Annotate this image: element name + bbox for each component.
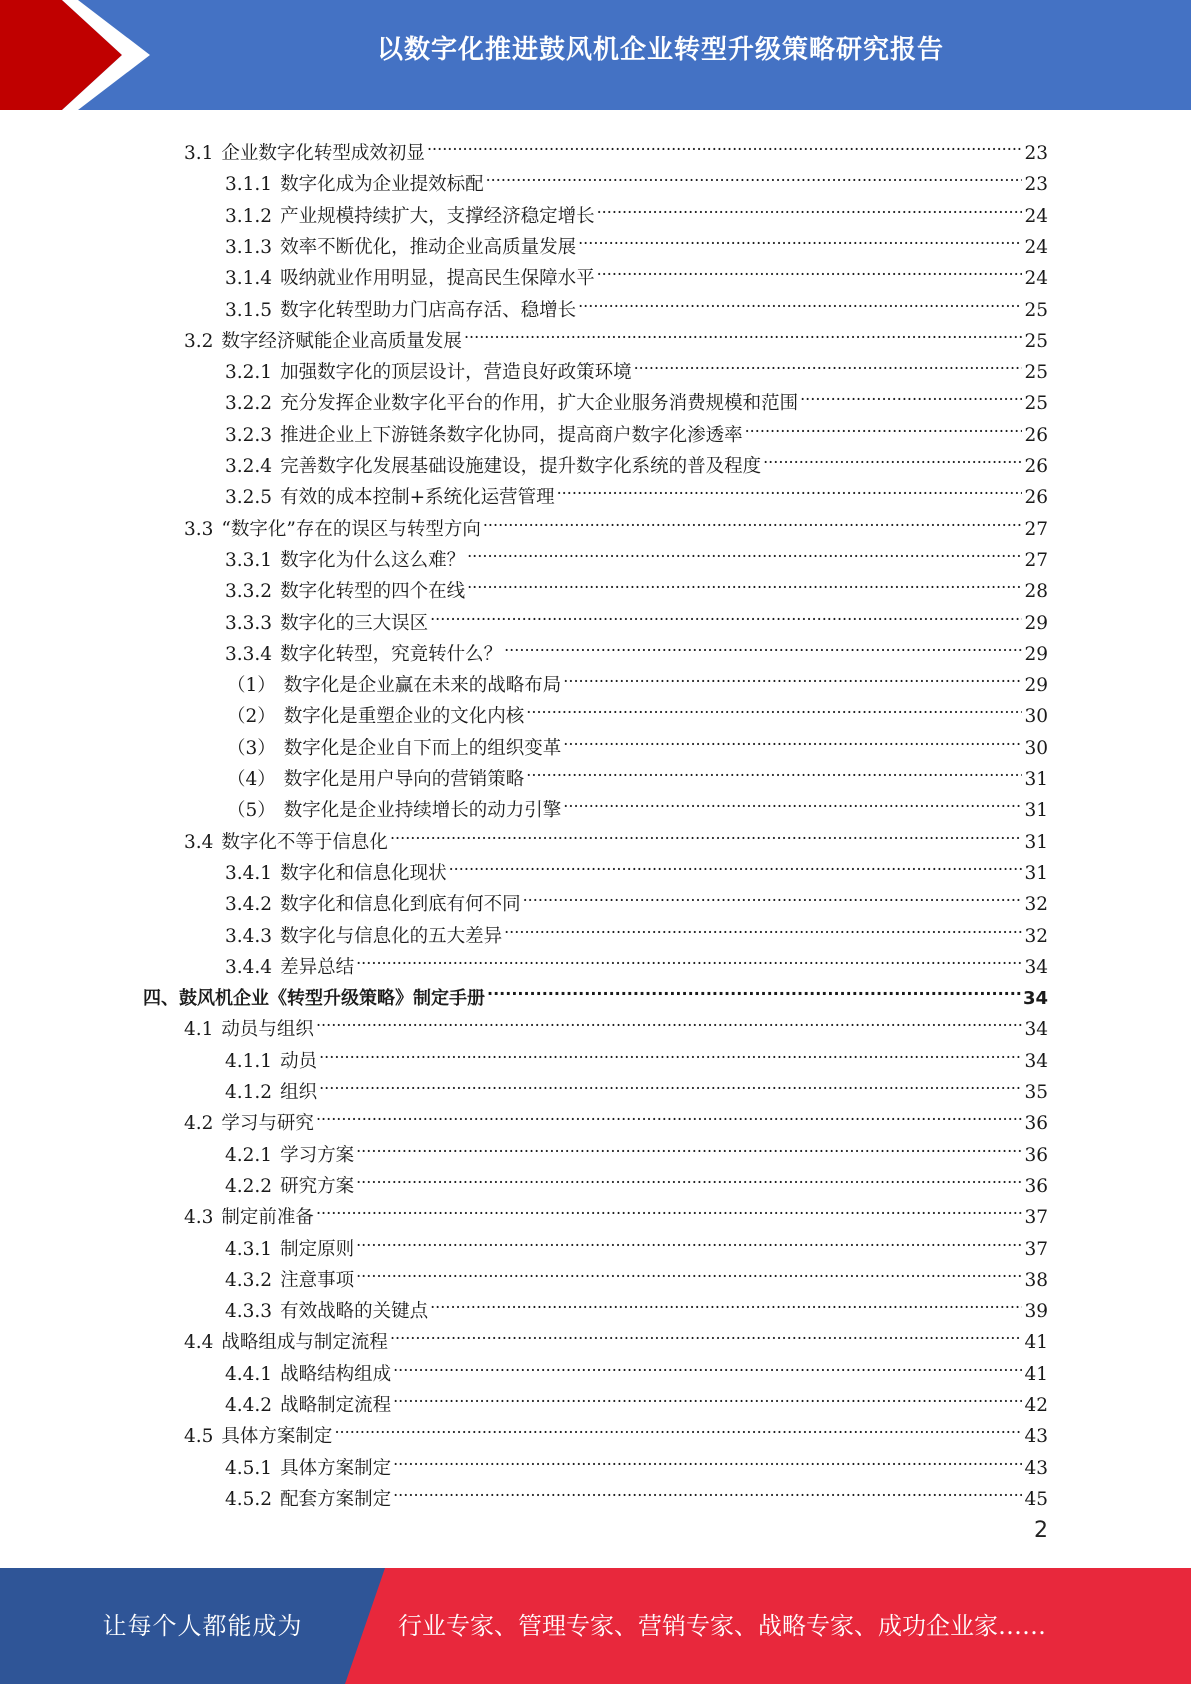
toc-dot-leader	[334, 1411, 1022, 1442]
toc-entry[interactable]	[225, 1067, 1048, 1103]
toc-entry[interactable]	[227, 754, 1048, 790]
toc-dot-leader	[526, 691, 1022, 722]
toc-entry-number: 3.1.3	[225, 236, 273, 258]
toc-entry-number: 4.4.2	[225, 1395, 273, 1416]
toc-dot-leader	[356, 1255, 1022, 1286]
toc-dot-leader	[430, 598, 1022, 629]
toc-dot-leader	[449, 848, 1023, 879]
toc-entry-number: 4.1	[184, 1019, 214, 1041]
toc-entry-title: 动员与组织	[221, 1019, 314, 1041]
toc-entry-number: 3.2.1	[225, 362, 273, 384]
toc-entry[interactable]	[227, 785, 1048, 822]
toc-entry[interactable]	[227, 723, 1048, 759]
toc-entry-number: 4.4.1	[225, 1363, 273, 1385]
toc-dot-leader	[634, 347, 1023, 378]
toc-entry-title: 学习与研究	[221, 1113, 314, 1135]
toc-entry[interactable]	[225, 629, 1048, 665]
toc-entry-title: 战略结构组成	[280, 1363, 392, 1385]
toc-entry-number: 3.2.2	[225, 393, 273, 415]
toc-entry-title: 战略组成与制定流程	[221, 1332, 388, 1354]
toc-entry-title: 数字化为什么这么难？	[280, 549, 466, 571]
toc-dot-leader	[486, 159, 1023, 190]
toc-entry-number: 3.1.4	[225, 268, 273, 290]
toc-entry-title: 数字化转型，究竟转什么？	[280, 643, 503, 665]
toc-entry-number: 4.3.2	[225, 1269, 273, 1291]
toc-entry[interactable]	[184, 1192, 1048, 1229]
footer-slogan-left: 让每个人都能成为	[102, 1612, 303, 1640]
toc-entry-page: 23	[1024, 143, 1048, 164]
toc-entry-title: 学习方案	[280, 1144, 355, 1166]
toc-entry-page: 43	[1024, 1426, 1048, 1448]
toc-chapter-entry[interactable]	[143, 973, 1048, 1010]
toc-entry-title: 数字化与信息化的五大差异	[280, 925, 503, 947]
toc-dot-leader	[319, 1036, 1022, 1067]
page-header	[0, 0, 1191, 110]
toc-entry-title: 组织	[280, 1082, 318, 1103]
toc-entry-title: 有效战略的关键点	[280, 1301, 429, 1323]
toc-entry-title: 推进企业上下游链条数字化协同，提高商户数字化渗透率	[280, 424, 743, 446]
toc-entry-title: 数字化是企业持续增长的动力引擎	[283, 800, 562, 822]
toc-entry[interactable]	[225, 942, 1048, 978]
toc-entry[interactable]	[225, 347, 1048, 384]
toc-dot-leader	[483, 504, 1023, 535]
toc-dot-leader	[800, 378, 1022, 409]
toc-entry-number: 3.2.3	[225, 424, 273, 446]
toc-entry[interactable]	[225, 191, 1048, 227]
toc-entry-title: 有效的成本控制+系统化运营管理	[280, 487, 555, 509]
toc-entry-title: 数字化转型的四个在线	[280, 581, 466, 603]
toc-entry-number: 3.3.3	[225, 612, 273, 634]
toc-entry-page: 25	[1024, 393, 1048, 415]
toc-dot-leader	[356, 942, 1022, 973]
toc-entry-title: 数字化成为企业提效标配	[280, 174, 484, 196]
toc-entry-page: 24	[1024, 205, 1048, 227]
toc-entry-title: 吸纳就业作用明显，提高民生保障水平	[280, 268, 595, 290]
toc-dot-leader	[563, 785, 1022, 816]
toc-entry[interactable]	[225, 410, 1048, 446]
toc-entry-number: 3.4.3	[225, 925, 273, 947]
toc-entry-page: 45	[1024, 1488, 1048, 1510]
toc-entry-page: 30	[1024, 737, 1048, 759]
toc-entry-number: 3.2.4	[225, 456, 273, 477]
toc-dot-leader	[526, 754, 1022, 785]
toc-entry-title: 注意事项	[280, 1269, 355, 1291]
toc-dot-leader	[393, 1474, 1022, 1505]
toc-dot-leader	[597, 253, 1023, 284]
toc-entry-title: 数字化转型助力门店高存活、稳增长	[280, 299, 577, 321]
toc-entry-title: 数字化和信息化现状	[280, 862, 447, 884]
toc-entry-number: 3.3	[184, 518, 214, 540]
toc-entry[interactable]	[225, 1443, 1048, 1479]
toc-entry-page: 36	[1024, 1175, 1048, 1197]
toc-entry-title: 加强数字化的顶层设计，营造良好政策环境	[280, 362, 632, 384]
toc-entry-title: 企业数字化转型成效初显	[221, 143, 425, 164]
toc-entry-page: 34	[1024, 1019, 1048, 1041]
toc-entry[interactable]	[225, 1224, 1048, 1260]
toc-entry[interactable]	[184, 817, 1048, 853]
toc-entry-page: 25	[1024, 299, 1048, 321]
toc-entry[interactable]	[225, 1161, 1048, 1197]
toc-dot-leader	[430, 1286, 1022, 1317]
toc-entry-title: 充分发挥企业数字化平台的作用，扩大企业服务消费规模和范围	[280, 393, 799, 415]
toc-entry-title: 具体方案制定	[221, 1426, 333, 1448]
toc-dot-leader	[597, 191, 1023, 222]
toc-entry-title: 制定原则	[280, 1238, 355, 1260]
toc-dot-leader	[356, 1161, 1022, 1192]
toc-dot-leader	[763, 441, 1022, 472]
toc-entry-page: 41	[1024, 1363, 1048, 1385]
toc-entry-page: 32	[1024, 925, 1048, 947]
toc-entry[interactable]	[225, 441, 1048, 477]
toc-entry-page: 26	[1024, 487, 1048, 509]
toc-entry[interactable]	[225, 1349, 1048, 1385]
toc-entry[interactable]	[184, 1411, 1048, 1448]
toc-dot-leader	[390, 817, 1023, 848]
toc-entry-page: 29	[1024, 643, 1048, 665]
toc-dot-leader	[467, 566, 1022, 597]
toc-entry[interactable]	[225, 253, 1048, 290]
toc-entry-page: 42	[1024, 1395, 1048, 1416]
toc-entry-number: 4.3	[184, 1207, 214, 1229]
toc-entry[interactable]	[225, 879, 1048, 916]
toc-entry-title: 数字化是企业自下而上的组织变革	[283, 737, 562, 759]
toc-entry-number: 4.5.1	[225, 1457, 273, 1479]
toc-entry[interactable]	[225, 159, 1048, 196]
toc-dot-leader	[464, 316, 1023, 347]
toc-entry[interactable]	[225, 378, 1048, 415]
toc-entry[interactable]	[225, 1474, 1048, 1510]
toc-entry-page: 37	[1024, 1238, 1048, 1260]
toc-entry-number: 4.1.2	[225, 1082, 273, 1103]
toc-entry-page: 43	[1024, 1457, 1048, 1479]
toc-entry-page: 31	[1024, 831, 1048, 853]
page-number: 2	[1034, 1518, 1048, 1543]
toc-entry[interactable]	[184, 1098, 1048, 1135]
toc-entry-page: 31	[1024, 800, 1048, 822]
toc-entry-page: 36	[1024, 1144, 1048, 1166]
toc-entry-title: 数字化的三大误区	[280, 612, 429, 634]
toc-entry-title: 具体方案制定	[280, 1457, 392, 1479]
toc-entry-page: 25	[1024, 330, 1048, 352]
toc-entry[interactable]	[225, 1255, 1048, 1291]
toc-dot-leader	[467, 535, 1022, 566]
toc-entry-number: 3.4	[184, 831, 214, 853]
toc-entry-number: 3.4.4	[225, 956, 273, 978]
toc-entry-title: 四、鼓风机企业《转型升级策略》制定手册	[143, 988, 485, 1010]
toc-entry-number: 4.2.1	[225, 1144, 273, 1166]
toc-entry[interactable]	[225, 911, 1048, 947]
toc-entry[interactable]	[225, 285, 1048, 321]
toc-dot-leader	[393, 1349, 1022, 1380]
toc-entry-page: 24	[1024, 268, 1048, 290]
toc-entry[interactable]	[184, 504, 1048, 540]
toc-entry-title: 战略制定流程	[280, 1395, 392, 1416]
toc-entry[interactable]	[184, 128, 1048, 164]
toc-entry[interactable]	[184, 1317, 1048, 1354]
toc-entry-number: 4.2	[184, 1113, 214, 1135]
toc-dot-leader	[523, 879, 1023, 910]
toc-entry-number: 3.1.1	[225, 174, 273, 196]
toc-entry-title: 数字化不等于信息化	[221, 831, 388, 853]
toc-entry-title: 数字化和信息化到底有何不同	[280, 894, 521, 916]
toc-entry[interactable]	[227, 691, 1048, 728]
toc-entry-page: 29	[1024, 675, 1048, 697]
toc-entry-page: 35	[1024, 1082, 1048, 1103]
toc-entry-number: （2）	[227, 706, 276, 728]
toc-entry-number: 4.1.1	[225, 1050, 273, 1072]
toc-entry-number: （1）	[227, 675, 276, 697]
toc-entry-page: 23	[1024, 174, 1048, 196]
toc-entry-number: 3.2	[184, 330, 214, 352]
toc-entry-page: 31	[1024, 862, 1048, 884]
toc-entry-page: 34	[1024, 1050, 1048, 1072]
toc-dot-leader	[563, 723, 1022, 754]
toc-entry-title: 数字化是用户导向的营销策略	[283, 769, 525, 790]
report-title: 以数字化推进鼓风机企业转型升级策略研究报告	[376, 35, 944, 65]
toc-entry-title: 制定前准备	[221, 1207, 314, 1229]
toc-entry-page: 26	[1024, 456, 1048, 477]
toc-entry-page: 34	[1022, 988, 1048, 1010]
toc-entry-page: 37	[1024, 1207, 1048, 1229]
toc-dot-leader	[504, 911, 1022, 942]
toc-entry-number: 4.3.1	[225, 1238, 273, 1260]
toc-entry-page: 27	[1024, 518, 1048, 540]
toc-entry-page: 34	[1024, 956, 1048, 978]
toc-entry-title: 完善数字化发展基础设施建设，提升数字化系统的普及程度	[280, 456, 762, 477]
toc-dot-leader	[356, 1130, 1022, 1161]
toc-entry-title: 差异总结	[280, 956, 355, 978]
toc-entry-number: 3.1	[184, 143, 214, 164]
toc-dot-leader	[578, 222, 1022, 253]
toc-entry-page: 36	[1024, 1113, 1048, 1135]
toc-entry-title: 产业规模持续扩大，支撑经济稳定增长	[280, 205, 595, 227]
toc-entry-page: 38	[1024, 1269, 1048, 1291]
toc-entry[interactable]	[225, 598, 1048, 634]
toc-entry-number: （4）	[227, 769, 276, 790]
toc-entry-number: 3.3.2	[225, 581, 273, 603]
toc-entry[interactable]	[225, 1036, 1048, 1072]
toc-entry-page: 32	[1024, 894, 1048, 916]
toc-entry-number: 3.3.4	[225, 643, 273, 665]
toc-dot-leader	[578, 285, 1022, 316]
toc-entry[interactable]	[225, 535, 1048, 571]
toc-dot-leader	[745, 410, 1023, 441]
toc-entry-title: 数字化是重塑企业的文化内核	[283, 706, 525, 728]
toc-entry[interactable]	[225, 566, 1048, 603]
toc-dot-leader	[504, 629, 1022, 660]
toc-dot-leader	[557, 472, 1023, 503]
toc-entry-title: 研究方案	[280, 1175, 355, 1197]
toc-entry-number: 4.2.2	[225, 1175, 273, 1197]
toc-dot-leader	[316, 1004, 1023, 1035]
toc-entry-number: 3.3.1	[225, 549, 273, 571]
toc-entry-page: 28	[1024, 581, 1048, 603]
toc-entry-number: 4.5	[184, 1426, 214, 1448]
toc-dot-leader	[316, 1098, 1023, 1129]
toc-dot-leader	[393, 1443, 1022, 1474]
toc-entry[interactable]	[225, 222, 1048, 258]
toc-dot-leader	[356, 1224, 1022, 1255]
toc-entry-number: 4.5.2	[225, 1488, 273, 1510]
toc-entry-page: 31	[1024, 769, 1048, 790]
toc-entry-title: 数字化是企业赢在未来的战略布局	[283, 675, 562, 697]
toc-entry-number: 3.1.5	[225, 299, 273, 321]
toc-dot-leader	[390, 1317, 1023, 1348]
toc-entry-number: 3.4.1	[225, 862, 273, 884]
toc-entry[interactable]	[225, 1130, 1048, 1166]
toc-entry-title: 配套方案制定	[280, 1488, 392, 1510]
toc-entry-number: （3）	[227, 737, 276, 759]
toc-entry[interactable]	[225, 1380, 1048, 1416]
toc-dot-leader	[427, 128, 1023, 159]
toc-entry-number: （5）	[227, 800, 276, 822]
toc-entry[interactable]	[225, 848, 1048, 884]
toc-entry-page: 24	[1024, 236, 1048, 258]
toc-entry-page: 26	[1024, 424, 1048, 446]
toc-entry-page: 30	[1024, 706, 1048, 728]
toc-entry[interactable]	[184, 316, 1048, 352]
toc-entry-title: 效率不断优化，推动企业高质量发展	[280, 236, 577, 258]
toc-entry-number: 4.4	[184, 1332, 214, 1354]
toc-entry-page: 27	[1024, 549, 1048, 571]
toc-entry-page: 39	[1024, 1301, 1048, 1323]
toc-entry-number: 3.4.2	[225, 894, 273, 916]
toc-entry-page: 41	[1024, 1332, 1048, 1354]
toc-entry-title: “数字化”存在的误区与转型方向	[221, 518, 481, 540]
toc-entry[interactable]	[225, 1286, 1048, 1323]
footer-slogan-right: 行业专家、管理专家、营销专家、战略专家、成功企业家……	[398, 1612, 1046, 1640]
toc-entry-number: 3.2.5	[225, 487, 273, 509]
toc-entry-page: 29	[1024, 612, 1048, 634]
toc-entry[interactable]	[227, 660, 1048, 697]
toc-dot-leader	[487, 973, 1021, 1004]
toc-entry-page: 25	[1024, 362, 1048, 384]
toc-dot-leader	[316, 1192, 1023, 1223]
toc-entry-number: 3.1.2	[225, 205, 273, 227]
toc-entry-number: 4.3.3	[225, 1301, 273, 1323]
page-footer	[0, 1568, 1191, 1684]
toc-dot-leader	[393, 1380, 1022, 1411]
toc-dot-leader	[319, 1067, 1022, 1098]
toc-entry-title: 数字经济赋能企业高质量发展	[221, 330, 462, 352]
toc-entry-title: 动员	[280, 1050, 318, 1072]
toc-entry[interactable]	[184, 1004, 1048, 1041]
toc-dot-leader	[563, 660, 1022, 691]
toc-entry[interactable]	[225, 472, 1048, 509]
